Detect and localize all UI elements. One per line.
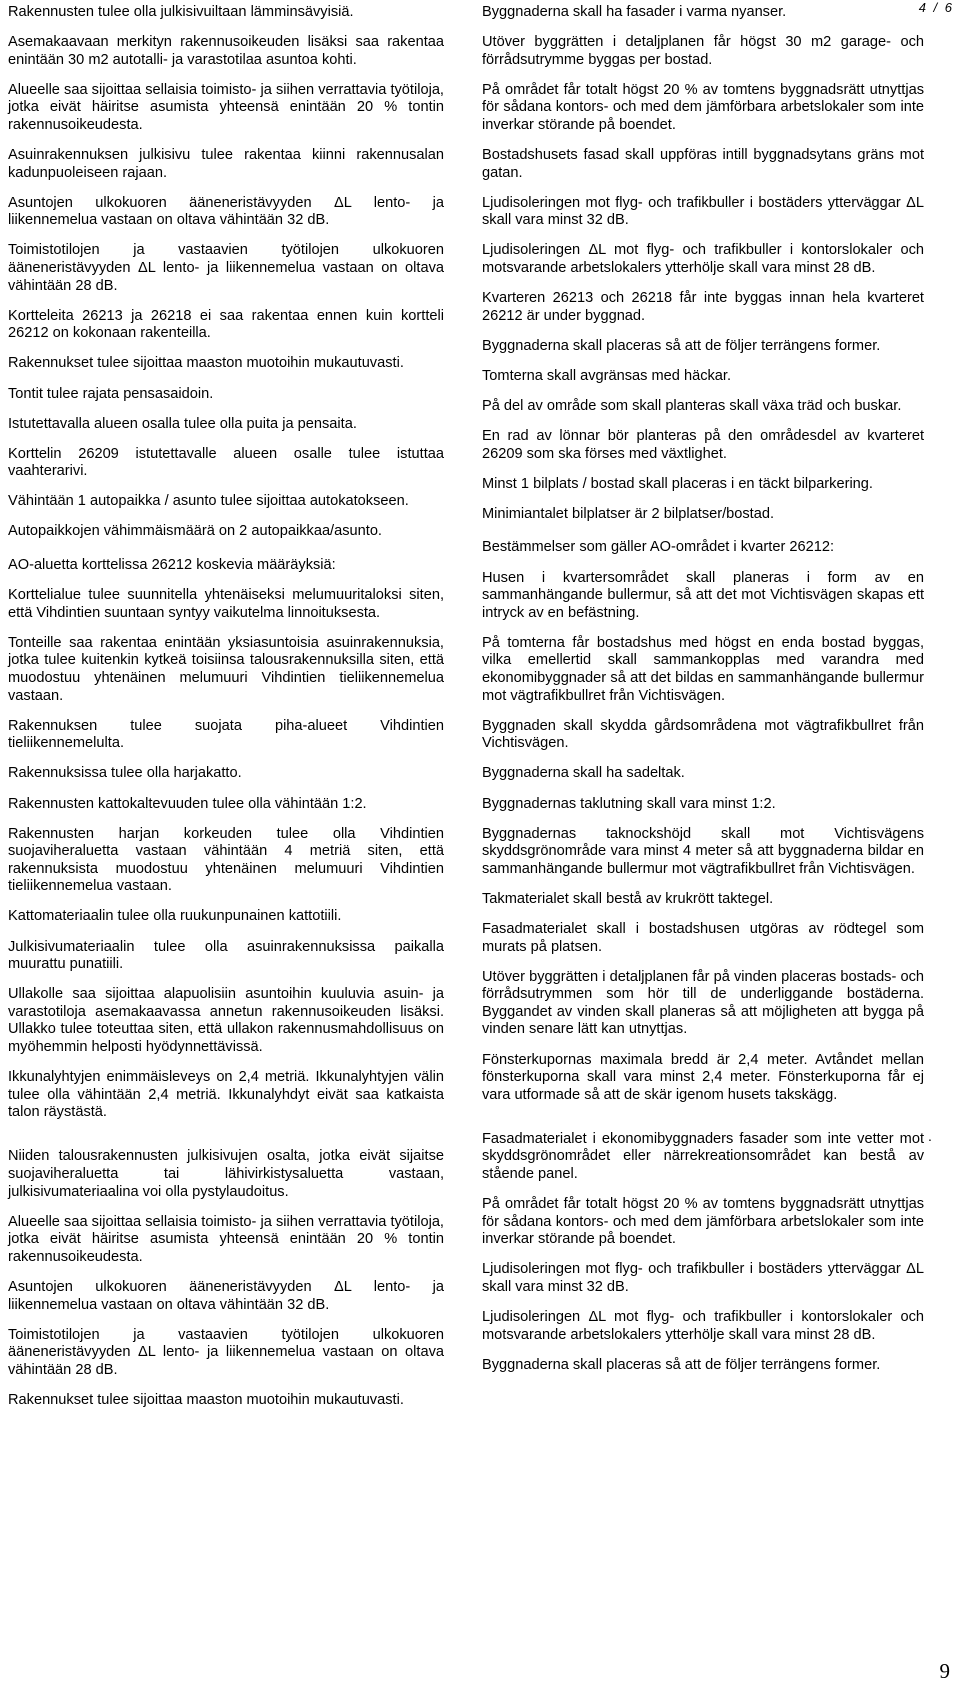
sv-paragraph: Ljudisoleringen mot flyg- och trafikbuller i bostäders ytterväggar ΔL skall vara minst 32 dB. bbox=[482, 1261, 924, 1295]
fi-paragraph: Rakennusten harjan korkeuden tulee olla Vihdintien suojaviheraluetta vastaan vähintään 4 metriä siten, että rakennuksista muodostuu yhtenäinen melumuuri Vihdintien tieliikennemelua vastaan. bbox=[8, 825, 444, 895]
fi-paragraph: Julkisivumateriaalin tulee olla asuinrakennuksissa paikalla muurattu punatiili. bbox=[8, 938, 444, 973]
fi-paragraph: Rakennusten tulee olla julkisivuiltaan lämminsävyisiä. bbox=[8, 4, 354, 20]
sv-paragraph: Byggnaderna skall placeras så att de följer terrängens former. bbox=[482, 1356, 881, 1373]
sv-ao-heading: Bestämmelser som gäller AO-området i kvarter 26212: bbox=[482, 539, 835, 556]
sv-paragraph: På del av område som skall planteras skall växa träd och buskar. bbox=[482, 398, 902, 414]
sv-paragraph: Fasadmaterialet skall i bostadshusen utgöras av rödtegel som murats på platsen. bbox=[482, 920, 924, 955]
sv-paragraph: Ljudisoleringen ΔL mot flyg- och trafikbuller i kontorslokaler och motsvarande arbetslokalers ytterhölje skall vara minst 28 dB. bbox=[482, 242, 924, 277]
sv-paragraph: Utöver byggrätten i detaljplanen får på vinden placeras bostads- och förrådsutrymmen som hör till de underliggande bostäderna. Byggandet av vinden skall planeras så att möjligheten att byggа på vinden senare lätt kan utnyttjas. bbox=[482, 968, 924, 1038]
fi-paragraph: Asemakaavaan merkityn rakennusoikeuden lisäksi saa rakentaa enintään 30 m2 autotalli- ja varastotilaa asuntoa kohti. bbox=[8, 34, 444, 68]
sv-paragraph: Bostadshusets fasad skall uppföras intill byggnadsytans gräns mot gatan. bbox=[482, 147, 924, 181]
sv-paragraph: Takmaterialet skall bestå av krukrött taktegel. bbox=[482, 890, 774, 907]
sv-paragraph: Tomterna skall avgränsas med häckar. bbox=[482, 367, 732, 384]
fi-paragraph: Asuntojen ulkokuoren ääneneristävyyden ΔL lento- ja liikennemelua vastaan on oltava vähintään 32 dB. bbox=[8, 1278, 444, 1313]
fi-paragraph: Rakennukset tulee sijoittaa maaston muotoihin mukautuvasti. bbox=[8, 1391, 404, 1408]
fi-paragraph: Tontit tulee rajata pensasaidoin. bbox=[8, 385, 214, 402]
sv-paragraph: Minst 1 bilplats / bostad skall placeras i en täckt bilparkering. bbox=[482, 475, 873, 492]
finnish-column bbox=[8, 4, 444, 1422]
stray-dot: . bbox=[928, 1128, 932, 1144]
fi-paragraph: Toimistotilojen ja vastaavien työtilojen ulkokuoren ääneneristävyyden ΔL lento- ja liikennemelua vastaan on oltava vähintään 28 dB. bbox=[8, 1326, 444, 1378]
sv-paragraph: Ljudisoleringen ΔL mot flyg- och trafikbuller i kontorslokaler och motsvarande arbetslokalers ytterhölje skall vara minst 28 dB. bbox=[482, 1309, 924, 1343]
fi-paragraph: Ikkunalyhtyjen enimmäisleveys on 2,4 metriä. Ikkunalyhtyjen välin tulee olla vähintään 2,4 metriä. Ikkunalyhdyt eivät saa katkaista talon räystästä. bbox=[8, 1069, 444, 1121]
fi-paragraph: Autopaikkojen vähimmäismäärä on 2 autopaikkaa/asunto. bbox=[8, 523, 382, 540]
sv-paragraph: Byggnadernas taknockshöjd skall mot Vichtisvägens skyddsgrönområde vara minst 4 meter så att byggnaderna bildar en sammanhängande bullermur mot vägtrafikbullret från Vichtisvägen. bbox=[482, 825, 924, 877]
fi-ao-heading: AO-aluetta korttelissa 26212 koskevia määräyksiä: bbox=[8, 557, 336, 574]
sv-paragraph: Byggnadernas taklutning skall vara minst 1:2. bbox=[482, 795, 776, 812]
sv-paragraph: På tomterna får bostadshus med högst en enda bostad byggas, vilka emellertid skall sammankopplas med varandra med ekonomibyggnader så att det bildas en sammanhängande bullermur mot vägtrafikbullret från Vichtisvägen. bbox=[482, 634, 924, 704]
sv-paragraph: Fasadmaterialet i ekonomibyggnaders fasader som inte vetter mot skyddsgrönområdet eller närrekreationsområdet kan bestå av stående panel. bbox=[482, 1130, 924, 1182]
section-gap bbox=[8, 1134, 444, 1148]
sv-paragraph: Ljudisoleringen mot flyg- och trafikbuller i bostäders ytterväggar ΔL skall vara minst 32 dB. bbox=[482, 194, 924, 229]
sv-paragraph: Minimiantalet bilplatser är 2 bilplatser/bostad. bbox=[482, 505, 775, 522]
fi-paragraph: Rakennusten kattokaltevuuden tulee olla vähintään 1:2. bbox=[8, 795, 367, 812]
fi-paragraph: Istutettavalla alueen osalla tulee olla puita ja pensaita. bbox=[8, 415, 357, 432]
fi-paragraph: Korttelin 26209 istutettavalle alueen osalle tulee istuttaa vaahterarivi. bbox=[8, 445, 444, 480]
sv-paragraph: Husen i kvartersområdet skall planeras i form av en sammanhängande bullermur, så att det mot Vichtisvägen skapas ett intryck av en befästning. bbox=[482, 569, 924, 621]
fi-paragraph: Alueelle saa sijoittaa sellaisia toimisto- ja siihen verrattavia työtiloja, jotka eivät häiritse asumista yhteensä enintään 20 % tontin rakennusoikeudesta. bbox=[8, 1213, 444, 1265]
fi-paragraph: Tonteille saa rakentaa enintään yksiasuntoisia asuinrakennuksia, jotka tulee kuitenkin kytkeä toisiinsa talousrakennuksilla siten, että muodostuu yhtenäinen melumuuri Vihdintien tieliikennemelua vastaan. bbox=[8, 634, 444, 704]
fi-paragraph: Asuntojen ulkokuoren ääneneristävyyden ΔL lento- ja liikennemelua vastaan on oltava vähintään 32 dB. bbox=[8, 194, 444, 229]
fi-paragraph: Asuinrakennuksen julkisivu tulee rakentaa kiinni rakennusalan kadunpuoleiseen rajaan. bbox=[8, 147, 444, 181]
sv-paragraph: Byggnaderna skall ha fasader i varma nyanser. bbox=[482, 4, 787, 20]
sv-paragraph: På området får totalt högst 20 % av tomtens byggnadsrätt utnyttjas för sådana kontors- och med dem jämförbara arbetslokaler som inte inverkar störande på boendet. bbox=[482, 81, 924, 133]
fi-paragraph: Rakennuksissa tulee olla harjakatto. bbox=[8, 765, 242, 782]
fi-paragraph: Alueelle saa sijoittaa sellaisia toimisto- ja siihen verrattavia työtiloja, jotka eivät häiritse asumista yhteensä enintään 20 % tontin rakennusoikeudesta. bbox=[8, 81, 444, 133]
fi-paragraph: Kortteleita 26213 ja 26218 ei saa rakentaa ennen kuin kortteli 26212 on kokonaan rakenteilla. bbox=[8, 307, 444, 342]
section-gap bbox=[482, 1117, 924, 1131]
sv-paragraph: En rad av lönnar bör planteras på den områdesdel av kvarteret 26209 som ska förses med växtlighet. bbox=[482, 428, 924, 462]
sv-paragraph: På området får totalt högst 20 % av tomtens byggnadsrätt utnyttjas för sådana kontors- och med dem jämförbara arbetslokaler som inte inverkar störande på boendet. bbox=[482, 1196, 924, 1248]
swedish-column bbox=[482, 4, 924, 1387]
sv-paragraph: Byggnaderna skall ha sadeltak. bbox=[482, 765, 685, 782]
fi-paragraph: Kattomateriaalin tulee olla ruukunpunainen kattotiili. bbox=[8, 908, 342, 925]
fi-paragraph: Rakennukset tulee sijoittaa maaston muotoihin mukautuvasti. bbox=[8, 355, 404, 372]
sv-paragraph: Kvarteren 26213 och 26218 får inte byggas innan hela kvarteret 26212 är under byggnad. bbox=[482, 290, 924, 324]
fi-paragraph: Toimistotilojen ja vastaavien työtilojen ulkokuoren ääneneristävyyden ΔL lento- ja liikennemelua vastaan on oltava vähintään 28 dB. bbox=[8, 242, 444, 294]
page-number: 9 bbox=[939, 1659, 950, 1683]
fi-paragraph: Ullakolle saa sijoittaa alapuolisiin asuntoihin kuuluvia asuin- ja varastotiloja asemakaavassa annetun rakennusoikeuden lisäksi. Ullakko tulee toteuttaa siten, että ullakon rakennusmahdollisuus on myöhemmin helposti hyödynnettävissä. bbox=[8, 986, 444, 1056]
sv-paragraph: Byggnaderna skall placeras så att de följer terrängens former. bbox=[482, 337, 881, 354]
page-marker: 4 / 6 bbox=[918, 0, 954, 15]
fi-paragraph: Korttelialue tulee suunnitella yhtenäiseksi melumuuritaloksi siten, että Vihdintien suuntaan syntyy vaikutelma linnoituksesta. bbox=[8, 587, 444, 621]
fi-paragraph: Niiden talousrakennusten julkisivujen osalta, jotka eivät sijaitse suojaviheraluetta tai lähivirkistysaluetta vastaan, julkisivumateriaalina voi olla pystylaudoitus. bbox=[8, 1148, 444, 1200]
fi-paragraph: Vähintään 1 autopaikka / asunto tulee sijoittaa autokatokseen. bbox=[8, 493, 409, 510]
sv-paragraph: Fönsterkupornas maximala bredd är 2,4 meter. Avtåndet mellan fönsterkuporna skall vara minst 2,4 meter. Fönsterkuporna får ej vara utformade så att de skär igenom husets takskägg. bbox=[482, 1051, 924, 1103]
sv-paragraph: Utöver byggrätten i detaljplanen får högst 30 m2 garage- och förrådsutrymme byggas per bostad. bbox=[482, 34, 924, 68]
sv-paragraph: Byggnaden skall skydda gårdsområdena mot vägtrafikbullret från Vichtisvägen. bbox=[482, 717, 924, 752]
fi-paragraph: Rakennuksen tulee suojata piha-alueet Vihdintien tieliikennemelulta. bbox=[8, 717, 444, 752]
